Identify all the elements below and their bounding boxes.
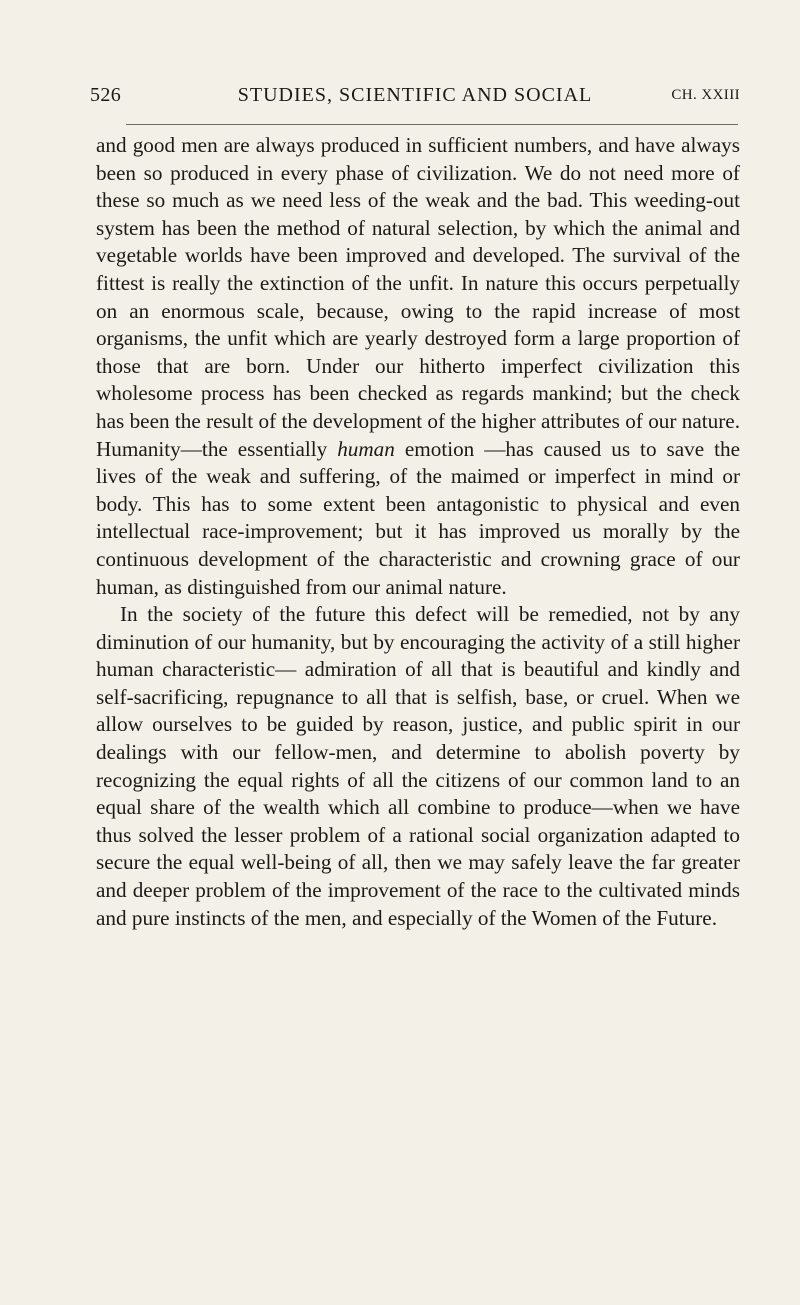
paragraph-2: In the society of the future this defect will be remedied, not by any diminution of our humanity, but by encouraging the activity of a still higher human characteristic— admiration of all that is beautiful and kindly and self-sacrificing, repugnance to all that is selfish, base, or cruel. When we allow ourselves to be guided by reason, justice, and public spirit in our dealings with our fellow-men, and determine to abolish poverty by recognizing the equal rights of all the citizens of our common land to an equal share of the wealth which all combine to produce—when we have thus solved the lesser problem of a rational social organization adapted to secure the equal well-being of all, then we may safely leave the far greater and deeper problem of the improvement of the race to the cultivated minds and pure instincts of the men, and especially of the Women of the Future. bbox=[96, 602, 740, 930]
paragraph-1 bbox=[96, 132, 740, 601]
chapter-label: CH. XXIII bbox=[671, 87, 740, 103]
italic-word: human bbox=[337, 436, 395, 461]
header-rule bbox=[126, 124, 738, 125]
paragraph-1-part-b: emotion —has caused us to save the lives of the weak and suffering, of the maimed or imperfect in mind or body. This has to some extent been antagonistic to physical and even intellectual race-improvement; but it has improved us morally by the continuous development of the characteristic and crowning grace of our human, as distinguished from our animal nature. bbox=[96, 436, 740, 599]
running-title: STUDIES, SCIENTIFIC AND SOCIAL bbox=[237, 84, 593, 106]
page-number: 526 bbox=[90, 84, 122, 106]
paragraph-1-part-a: and good men are always produced in sufficient numbers, and have always been so produced in every phase of civilization. We do not need more of these so much as we need less of the weak and the bad. This weeding-out system has been the method of natural selection, by which the animal and vegetable worlds have been improved and developed. The survival of the fittest is really the extinction of the unfit. In nature this occurs perpetually on an enormous scale, because, owing to the rapid increase of most organisms, the unfit which are yearly destroyed form a large proportion of those that are born. Under our hitherto imperfect civilization this wholesome process has been checked as regards mankind; but the check has been the result of the development of the higher attributes of our nature. Humanity—the essentially bbox=[96, 133, 740, 461]
body-text bbox=[96, 132, 740, 932]
running-head bbox=[90, 84, 740, 114]
